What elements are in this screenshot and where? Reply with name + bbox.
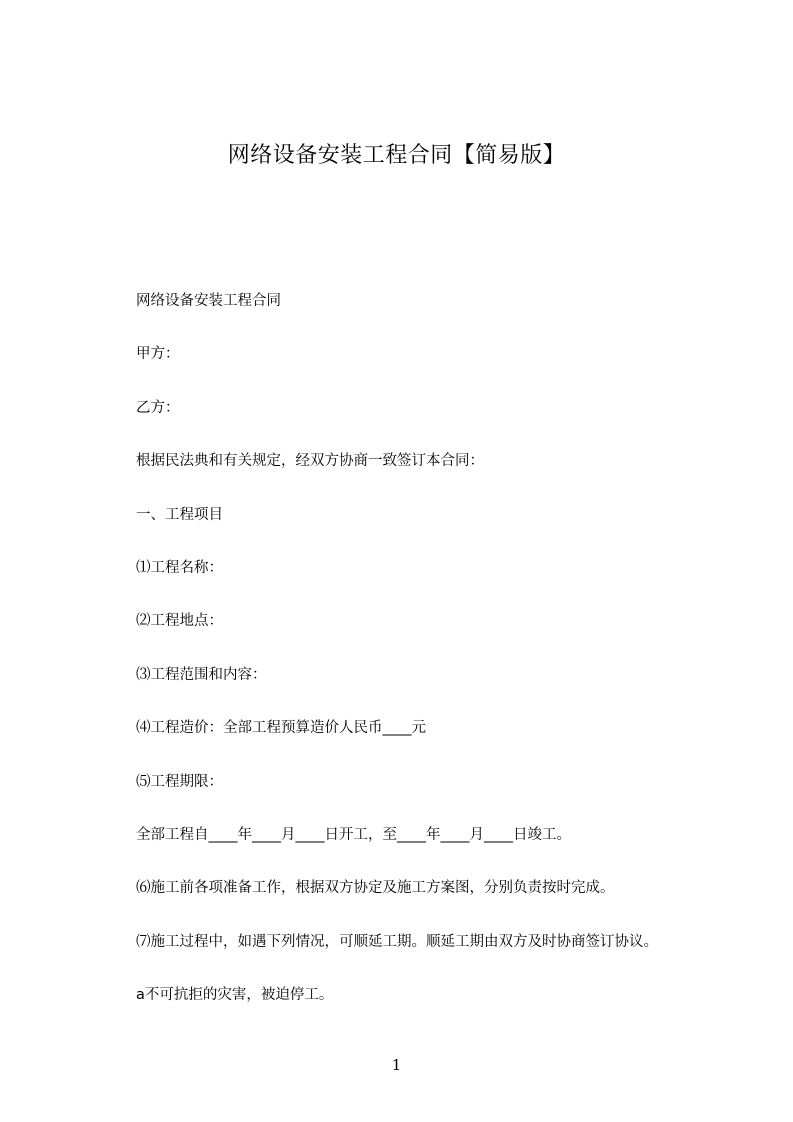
party-a-line: 甲方： (136, 346, 180, 363)
clause-preparation: ⑹施工前各项准备工作，根据双方协定及施工方案图，分别负责按时完成。 (136, 880, 615, 897)
clause-project-period: ⑸工程期限： (136, 773, 223, 790)
clause-extension: ⑺施工过程中，如遇下列情况，可顺延工期。顺延工期由双方及时协商签订协议。 (136, 933, 658, 950)
document-body (136, 288, 736, 1035)
clause-project-cost: ⑷工程造价：全部工程预算造价人民币____元 (136, 720, 426, 737)
document-title: 网络设备安装工程合同【简易版】 (227, 143, 566, 168)
clause-project-scope: ⑶工程范围和内容： (136, 666, 267, 683)
contract-heading: 网络设备安装工程合同 (136, 293, 281, 309)
extension-item-a: a不可抗拒的灾害，被迫停工。 (136, 987, 334, 1004)
page-number: 1 (391, 1056, 402, 1074)
preamble-paragraph: 根据民法典和有关规定，经双方协商一致签订本合同： (136, 453, 484, 470)
section-heading-project: 一、工程项目 (136, 506, 223, 523)
period-detail-line: 全部工程自____年____月____日开工，至____年____月____日竣工。 (136, 826, 571, 843)
party-b-line: 乙方： (136, 399, 180, 416)
clause-project-location: ⑵工程地点： (136, 613, 223, 630)
clause-project-name: ⑴工程名称： (136, 559, 223, 576)
